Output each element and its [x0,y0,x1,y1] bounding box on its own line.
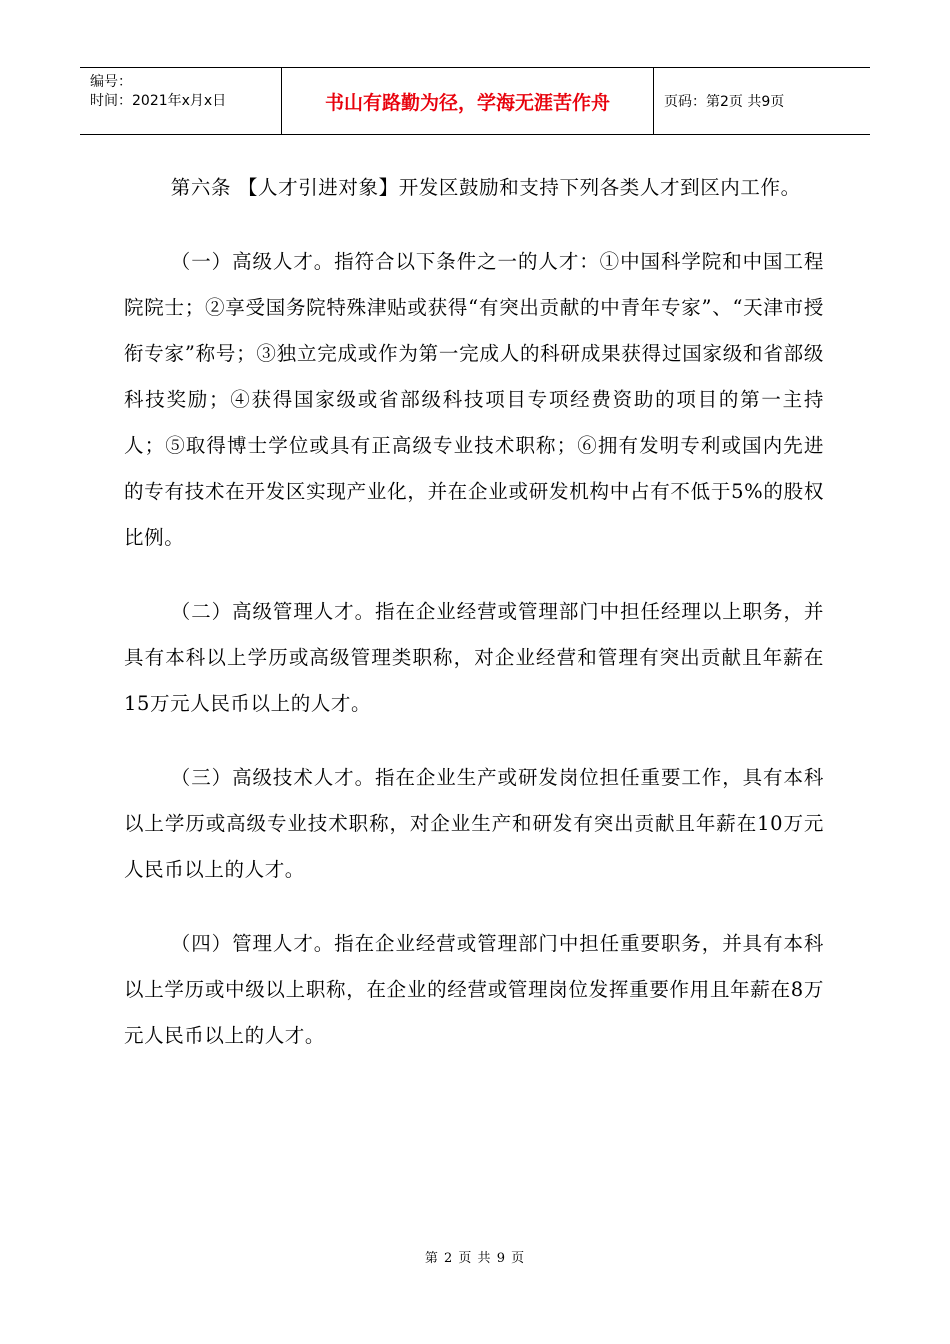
document-number-label: 编号： [90,74,132,90]
clause-senior-talent: （一）高级人才。指符合以下条件之一的人才：①中国科学院和中国工程院院士；②享受国务院特殊津贴或获得“有突出贡献的中青年专家”、“天津市授衔专家”称号；③独立完成或作为第一完成人的科研成果获得过国家级和省部级科技奖励；④获得国家级或省部级科技项目专项经费资助的项目的第一主持人；⑤取得博士学位或具有正高级专业技术职称；⑥拥有发明专利或国内先进的专有技术在开发区实现产业化，并在企业或研发机构中占有不低于5%的股权比例。 [124,250,824,549]
footer-page-number: 第 2 页 共 9 页 [424,1251,526,1266]
clause-senior-management-talent: （二）高级管理人才。指在企业经营或管理部门中担任经理以上职务，并具有本科以上学历或高级管理类职称，对企业经营和管理有突出贡献且年薪在15万元人民币以上的人才。 [124,600,824,715]
document-date: 时间：2021年x月x日 [90,93,227,109]
header-motto: 书山有路勤为径，学海无涯苦作舟 [324,91,610,114]
header-motto-cell [282,68,654,134]
page-header [80,67,870,135]
header-page-cell [654,68,870,134]
clause-senior-technical-talent: （三）高级技术人才。指在企业生产或研发岗位担任重要工作，具有本科以上学历或高级专业技术职称，对企业生产和研发有突出贡献且年薪在10万元人民币以上的人才。 [124,766,824,881]
document-body [124,165,824,1087]
page-footer [0,1247,950,1266]
clause-management-talent: （四）管理人才。指在企业经营或管理部门中担任重要职务，并具有本科以上学历或中级以上职称，在企业的经营或管理岗位发挥重要作用且年薪在8万元人民币以上的人才。 [124,932,824,1047]
header-meta-cell [80,68,282,134]
article-6-intro: 第六条 【人才引进对象】开发区鼓励和支持下列各类人才到区内工作。 [170,176,801,199]
header-page-code: 页码：第2页 共9页 [664,94,785,110]
